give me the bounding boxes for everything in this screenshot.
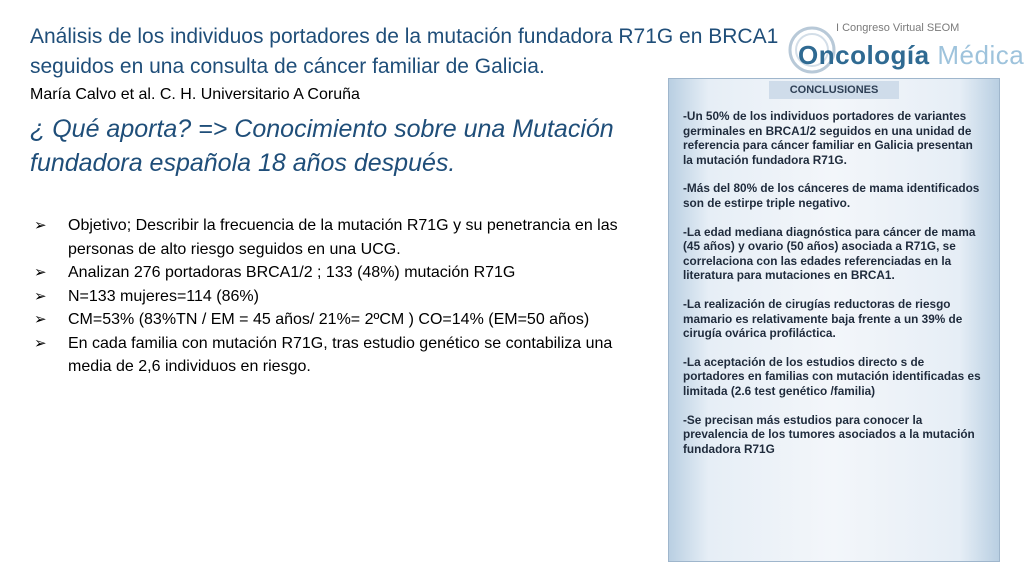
author-line: María Calvo et al. C. H. Universitario A Coruña bbox=[30, 86, 360, 103]
conclusion-item: -La aceptación de los estudios directo s de portadores en familias con mutación identificadas es limitada (2.6 test genético /familia) bbox=[683, 354, 981, 398]
logo-light-word: Médica bbox=[937, 40, 1024, 70]
key-question: ¿ Qué aporta? => Conocimiento sobre una Mutación fundadora española 18 años después. bbox=[30, 115, 614, 177]
conclusion-item: -La edad mediana diagnóstica para cáncer de mama (45 años) y ovario (50 años) asociada a R71G, se correlaciona con las edades referenciadas en la literatura para mutaciones en BRCA1. bbox=[683, 224, 976, 283]
bullet-text: Analizan 276 portadoras BRCA1/2 ; 133 (48%) mutación R71G bbox=[68, 264, 516, 281]
bullet-item bbox=[34, 261, 654, 285]
logo-main-word: Oncología bbox=[798, 40, 930, 70]
conclusions-panel bbox=[668, 78, 1000, 562]
conclusion-item: -Un 50% de los individuos portadores de variantes germinales en BRCA1/2 seguidos en una unidad de referencia para cáncer familiar en Galicia presentan la mutación fundadora R71G. bbox=[683, 109, 973, 167]
conclusions-header: CONCLUSIONES bbox=[769, 81, 899, 99]
bullet-item bbox=[34, 214, 654, 261]
bullet-text: CM=53% (83%TN / EM = 45 años/ 21%= 2ºCM ) CO=14% (EM=50 años) bbox=[68, 311, 590, 328]
bullet-item bbox=[34, 285, 654, 309]
bullet-list bbox=[34, 214, 654, 379]
conclusion-item: -Se precisan más estudios para conocer la prevalencia de los tumores asociados a la mutación fundadora R71G bbox=[683, 412, 975, 456]
conclusion-item: -Más del 80% de los cánceres de mama identificados son de estirpe triple negativo. bbox=[683, 181, 980, 210]
bullet-text: Objetivo; Describir la frecuencia de la mutación R71G y su penetrancia en las personas de alto riesgo seguidos en una UCG. bbox=[68, 217, 618, 258]
arrow-bullet-icon: ➢ bbox=[34, 311, 47, 328]
arrow-bullet-icon: ➢ bbox=[34, 334, 47, 352]
logo-subtitle: I Congreso Virtual SEOM bbox=[836, 22, 960, 34]
logo-wordmark bbox=[798, 40, 1024, 71]
bullet-item bbox=[34, 308, 654, 332]
bullet-text: En cada familia con mutación R71G, tras estudio genético se contabiliza una media de 2,6 individuos en riesgo. bbox=[68, 334, 613, 375]
slide-title: Análisis de los individuos portadores de la mutación fundadora R71G en BRCA1 seguidos en una consulta de cáncer familiar de Galicia. bbox=[30, 25, 779, 78]
bullet-item bbox=[34, 332, 654, 379]
arrow-bullet-icon: ➢ bbox=[34, 264, 47, 281]
arrow-bullet-icon: ➢ bbox=[34, 287, 47, 305]
bullet-text: N=133 mujeres=114 (86%) bbox=[68, 287, 259, 305]
arrow-bullet-icon: ➢ bbox=[34, 217, 47, 234]
conclusions-list bbox=[683, 109, 985, 470]
conclusion-item: -La realización de cirugías reductoras de riesgo mamario es relativamente baja frente a un 39% de cirugía ovárica profiláctica. bbox=[683, 296, 963, 341]
